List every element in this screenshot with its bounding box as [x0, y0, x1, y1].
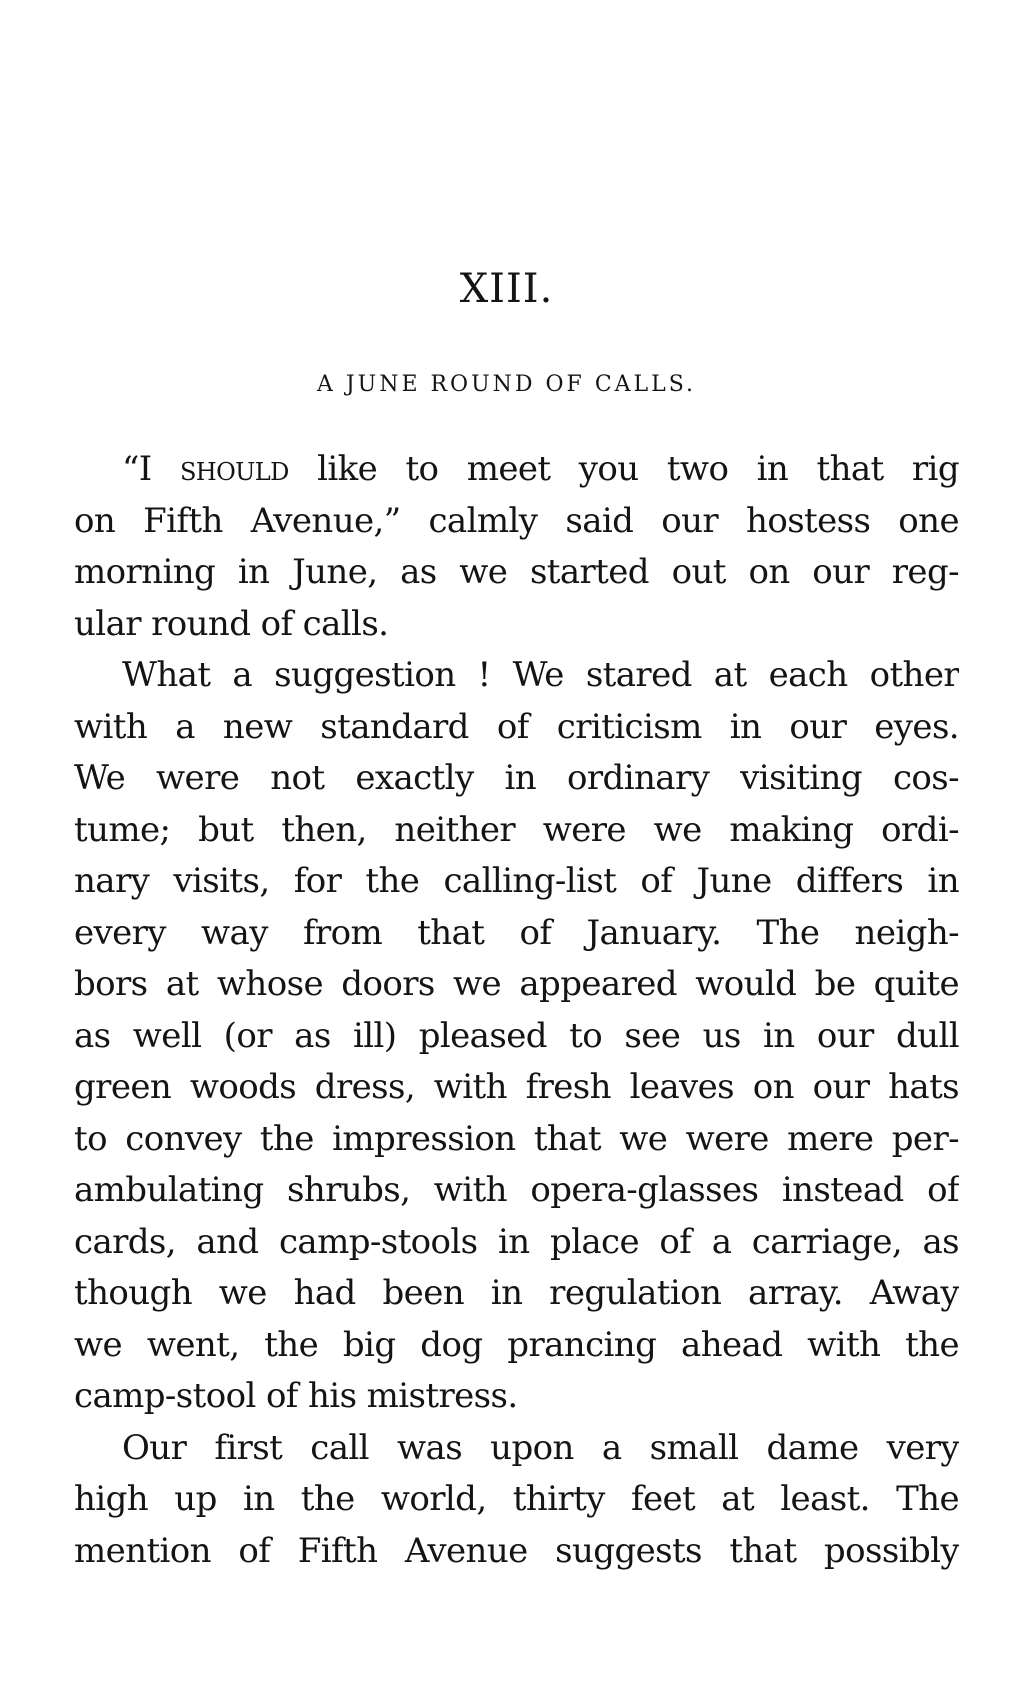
text-line: to convey the impression that we were mere per-	[74, 1118, 959, 1159]
text-line: ular round of calls.	[74, 603, 389, 644]
paragraph	[74, 444, 959, 650]
text-line: every way from that of January. The neigh-	[74, 912, 959, 953]
text-line: tume; but then, neither were we making ordi-	[74, 809, 959, 850]
text-line: nary visits, for the calling-list of June differs in	[74, 861, 959, 901]
text-line: mention of Fifth Avenue suggests that possibly	[74, 1530, 959, 1571]
paragraph	[74, 650, 959, 1423]
paragraph	[74, 1423, 959, 1578]
body-text	[74, 444, 959, 1577]
text-line: as well (or as ill) pleased to see us in our dull	[74, 1015, 959, 1056]
text-line: we went, the big dog prancing ahead with the	[74, 1324, 959, 1365]
text-line: high up in the world, thirty feet at least. The	[74, 1479, 959, 1519]
text-line: ambulating shrubs, with opera-glasses instead of	[74, 1170, 959, 1210]
text-line: green woods dress, with fresh leaves on our hats	[74, 1067, 959, 1107]
chapter-number: XIII.	[459, 266, 554, 312]
text-line: morning in June, as we started out on our reg-	[74, 552, 959, 592]
text-line: Our first call was upon a small dame very	[122, 1427, 959, 1468]
chapter-title: A JUNE ROUND OF CALLS.	[316, 372, 697, 397]
text-line: “I should like to meet you two in that rig	[122, 449, 959, 489]
text-line: though we had been in regulation array. Away	[74, 1273, 959, 1313]
text-line: What a suggestion ! We stared at each other	[122, 655, 959, 695]
text-line: with a new standard of criticism in our eyes.	[74, 706, 959, 747]
text-line: We were not exactly in ordinary visiting cos-	[74, 758, 959, 798]
text-line: camp-stool of his mistress.	[74, 1376, 518, 1416]
text-line: cards, and camp-stools in place of a carriage, as	[74, 1221, 959, 1262]
text-line: on Fifth Avenue,” calmly said our hostess one	[74, 500, 959, 541]
text-line: bors at whose doors we appeared would be quite	[74, 964, 959, 1004]
